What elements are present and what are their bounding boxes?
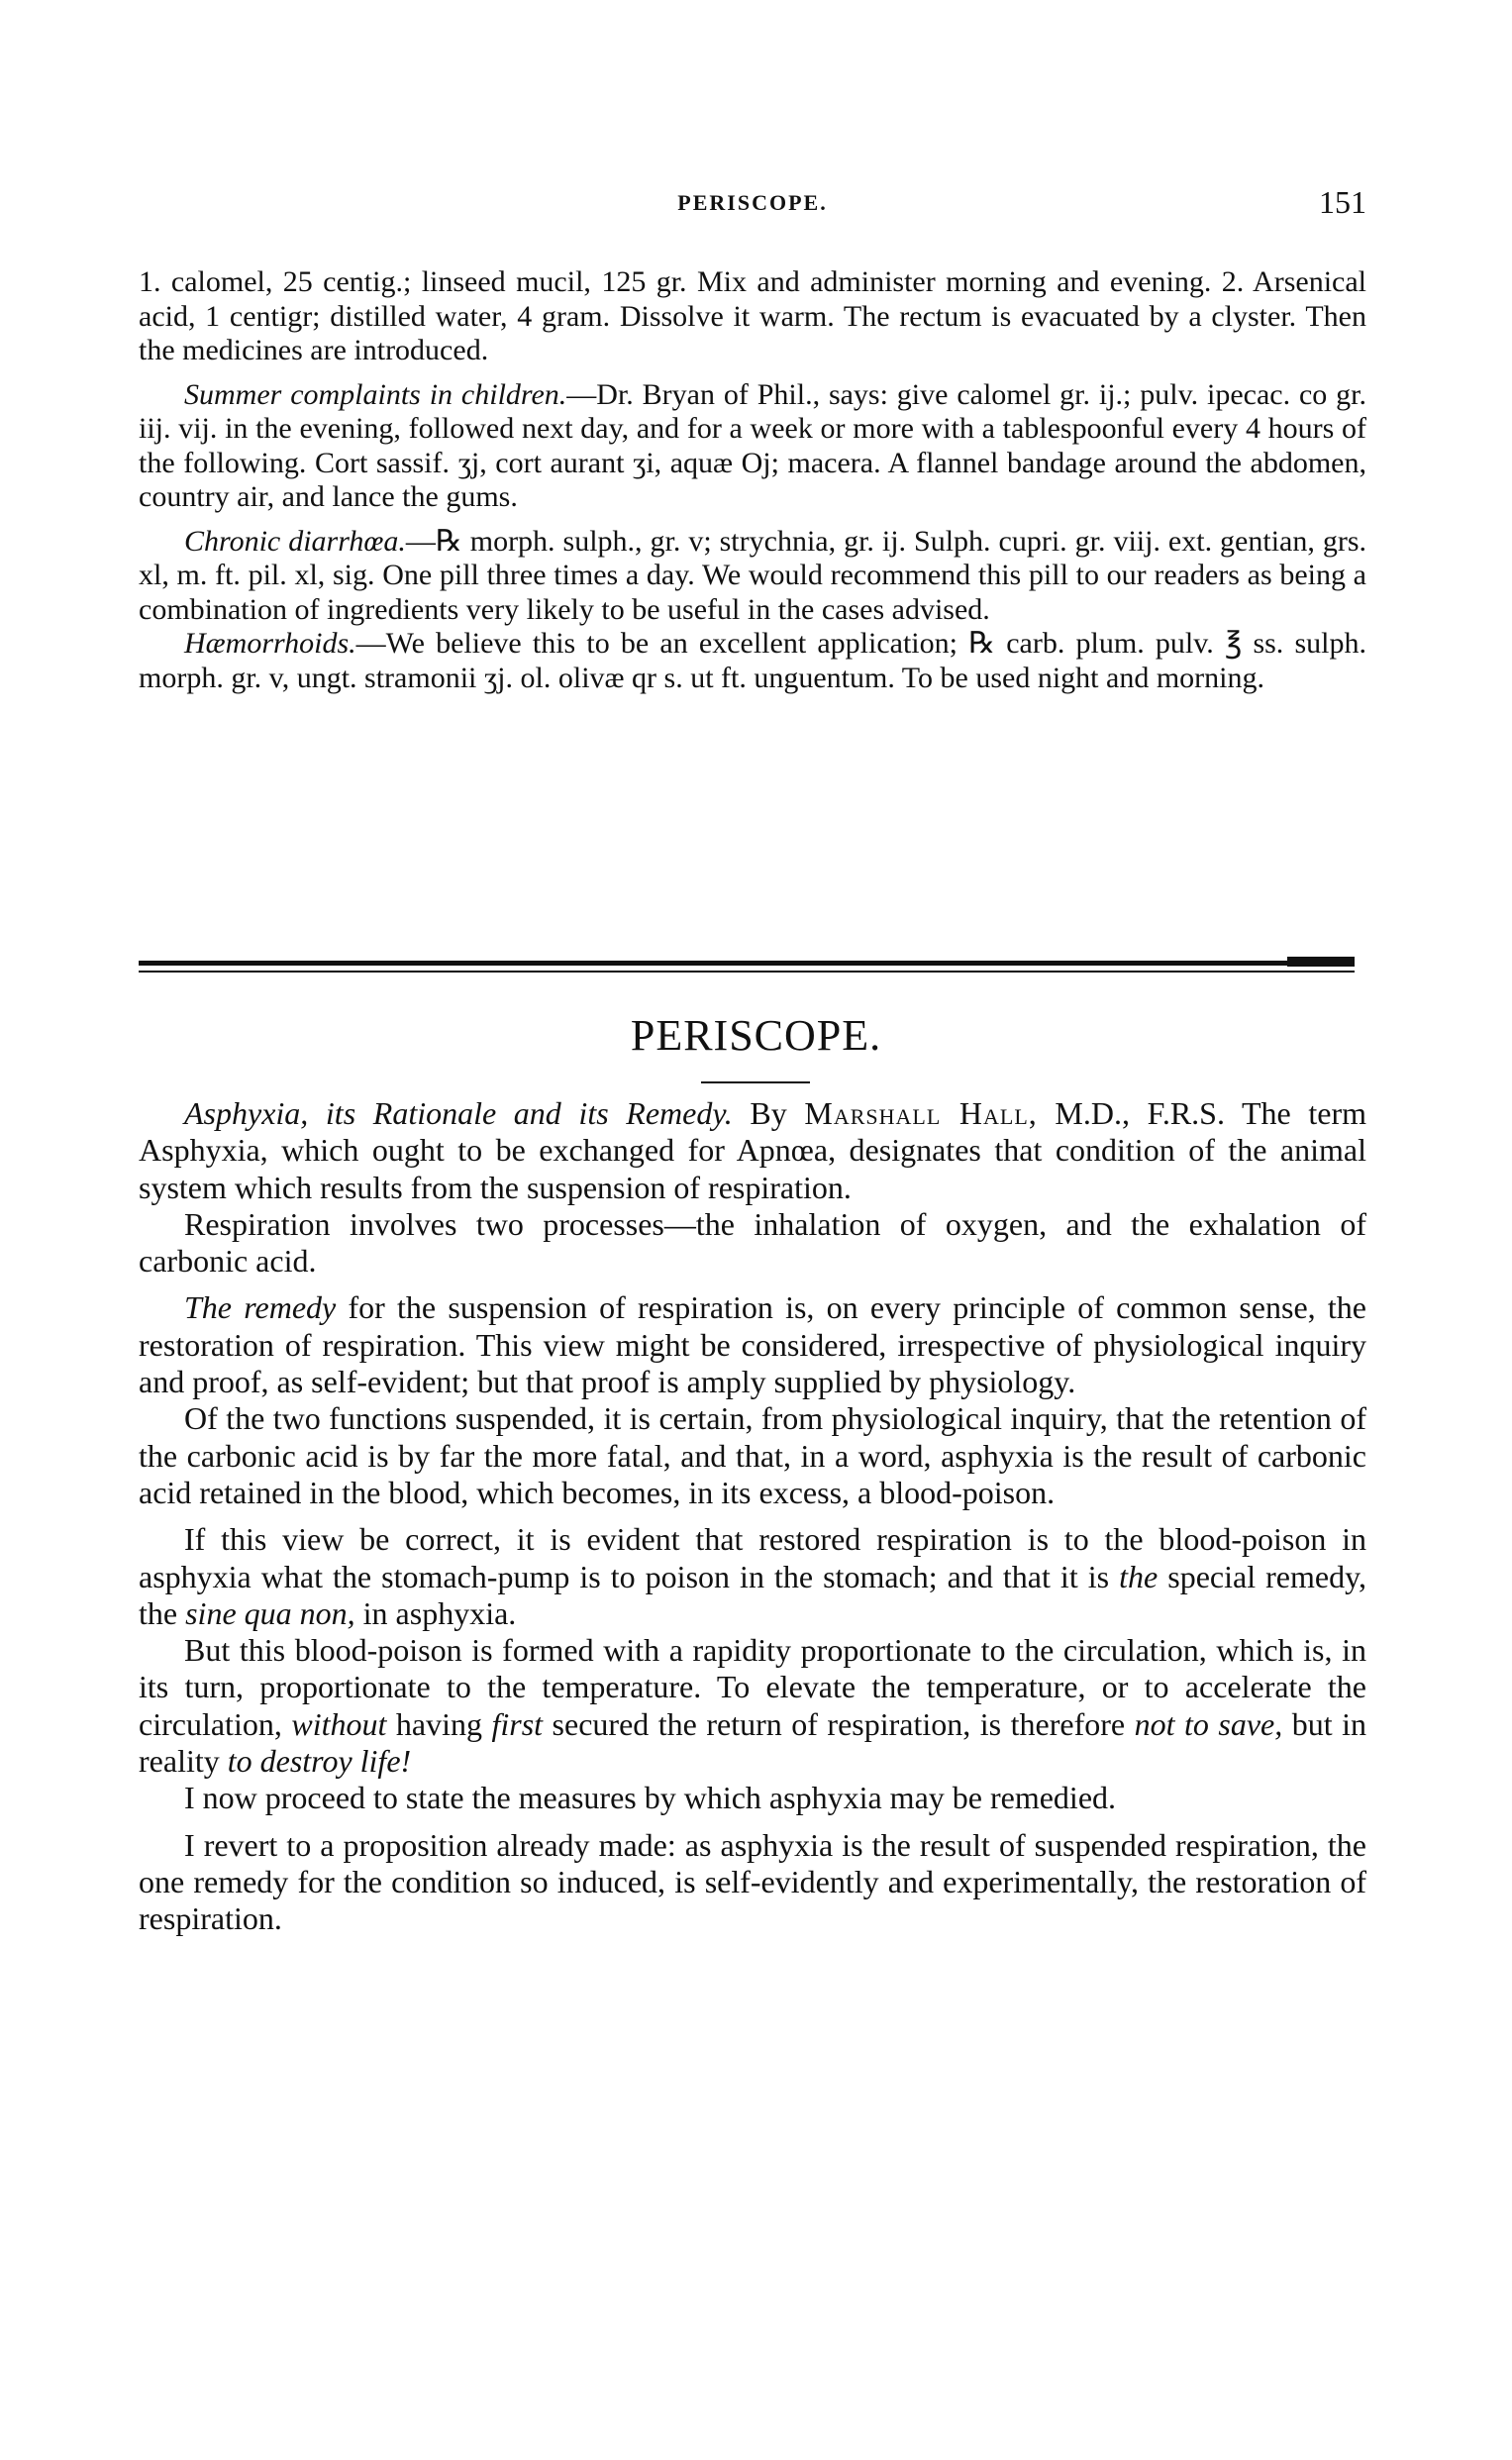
article-paragraph-2: Respiration involves two processes—the inhalation of oxygen, and the exhalation of carbonic acid. [139, 1205, 1366, 1280]
article [139, 1095, 1366, 1938]
running-head: PERISCOPE. [677, 190, 828, 215]
article-intro-text: M.D., F.R.S. The term Asphyxia, which ought to be exchanged for Apnœa, designates that condition of the animal system which results from the suspension of respiration. [139, 1095, 1367, 1205]
heading-chronic-diarrhoea: Chronic diarrhœa. [184, 524, 406, 558]
article-title: Asphyxia, its Rationale and its Remedy. [184, 1095, 733, 1131]
article-paragraph-8: I revert to a proposition already made: as asphyxia is the result of suspended respiration, the one remedy for the condition so induced, is self-evidently and experimentally, the restoration of respiration. [139, 1826, 1366, 1937]
paragraph-chronic-diarrhoea [139, 525, 1366, 628]
heading-haemorrhoids: Hæmorrhoids. [184, 627, 356, 660]
text-chronic-diarrhoea: —℞ morph. sulph., gr. v; strychnia, gr. ij. Sulph. cupri. gr. viij. ext. gentian, grs. xl, m. ft. pil. xl, sig. One pill three times a day. We would recommend this pill to our readers as being a combination of ingredients very likely to be useful in the cases advised. [139, 524, 1366, 626]
article-paragraph-7: I now proceed to state the measures by which asphyxia may be remedied. [184, 1780, 1117, 1816]
section-divider-thick [139, 961, 1355, 966]
paragraph-prescription: 1. calomel, 25 centig.; linseed mucil, 125 gr. Mix and administer morning and evening. 2. Arsenical acid, 1 centigr; distilled water, 4 gram. Dissolve it warm. The rectum is evacuated by a clyster. Then the medicines are introduced. [139, 265, 1366, 366]
top-section [139, 265, 1366, 695]
section-divider-thin [139, 971, 1355, 973]
title-underline [701, 1081, 810, 1083]
paragraph-summer-complaints [139, 378, 1366, 515]
article-paragraph-4: Of the two functions suspended, it is certain, from physiological inquiry, that the retention of the carbonic acid is by far the more fatal, and that, in a word, asphyxia is the result of carbonic acid retained in the blood, which becomes, in its excess, a blood-poison. [139, 1400, 1366, 1510]
text-summer-complaints: —Dr. Bryan of Phil., says: give calomel gr. ij.; pulv. ipecac. co gr. iij. vij. in the evening, followed next day, and for a week or more with a tablespoonful every 4 hours of the following. Cort sassif. ʒj, cort aurant ʒi, aquæ Oj; macera. A flannel bandage around the abdomen, country air, and lance the gums. [139, 377, 1366, 513]
article-paragraph-5: If this view be correct, it is evident that restored respiration is to the blood-poison in asphyxia what the stomach-pump is to poison in the stomach; and that it is the special remedy, the sine qua non, in asphyxia. [139, 1521, 1367, 1631]
article-author: Marshall Hall, [804, 1095, 1038, 1131]
article-paragraph-3: The remedy for the suspension of respiration is, on every principle of common sense, the restoration of respiration. This view might be considered, irrespective of physiological inquiry and proof, as self-evident; but that proof is amply supplied by physiology. [139, 1289, 1367, 1400]
text-haemorrhoids: —We believe this to be an excellent application; ℞ carb. plum. pulv. ℥ ss. sulph. morph. gr. v, ungt. stramonii ʒj. ol. olivæ qr s. ut ft. unguentum. To be used night and morning. [139, 627, 1366, 694]
page-number: 151 [1319, 184, 1366, 220]
heading-summer-complaints: Summer complaints in children. [184, 377, 567, 411]
article-paragraph-6: But this blood-poison is formed with a rapidity proportionate to the circulation, which is, in its turn, proportionate to the temperature. To elevate the temperature, or to accelerate the circulation, without having first secured the return of respiration, is therefore not to save, but in reality to destroy life! [139, 1632, 1367, 1780]
divider-ornament [1287, 957, 1355, 967]
section-title: PERISCOPE. [630, 1011, 882, 1060]
page-header [139, 184, 1366, 230]
paragraph-haemorrhoids [139, 627, 1366, 695]
article-intro: Asphyxia, its Rationale and its Remedy. By Marshall Hall, M.D., F.R.S. The term Asphyxia, which ought to be exchanged for Apnœa, designates that condition of the animal system which results from the suspension of respiration. [139, 1095, 1367, 1205]
